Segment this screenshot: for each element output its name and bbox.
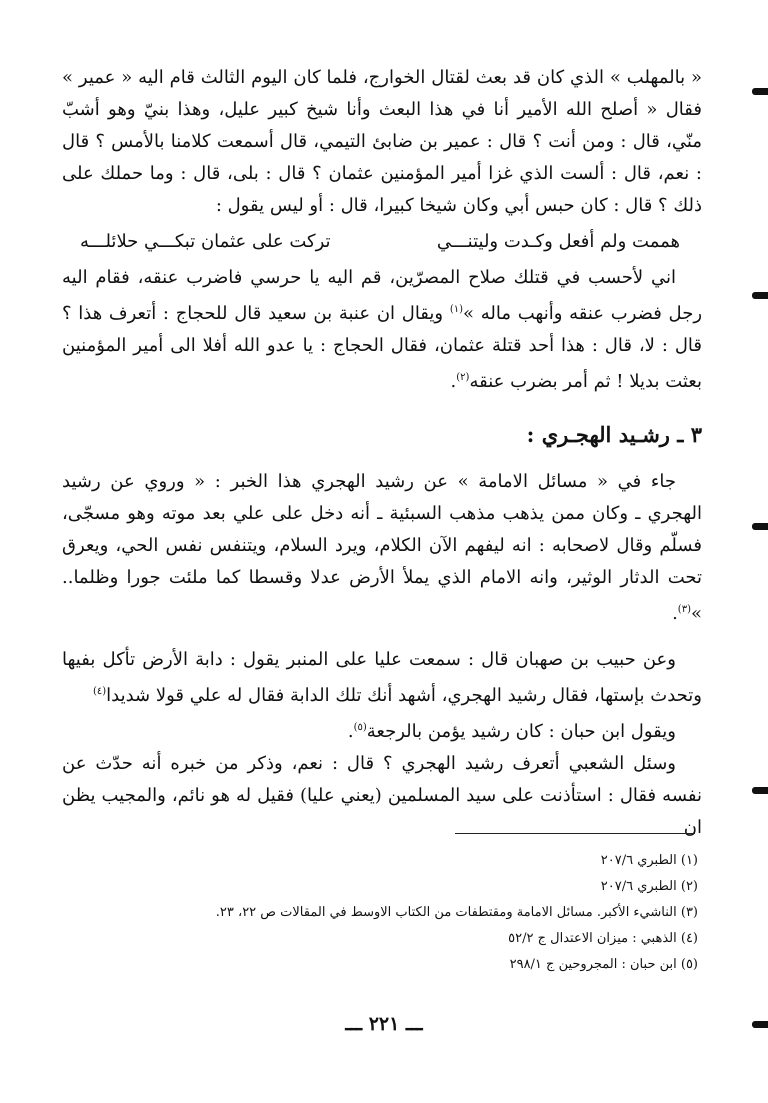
paragraph-gap — [62, 630, 702, 644]
paragraph-3 — [62, 466, 702, 630]
scan-edge-mark — [752, 88, 768, 95]
paragraph-6: وسئل الشعبي أتعرف رشيد الهجري ؟ قال : نعم، وذكر من خبره أنه حدّث عن نفسه فقال : استأذنت على سيد المسلمين (يعني عليا) فقيل له هو نائم، والمجيب يظن ان — [62, 753, 702, 838]
paragraph-5-text: ويقول ابن حبان : كان رشيد يؤمن بالرجعة — [366, 721, 676, 742]
scan-edge-mark — [752, 292, 768, 299]
section-heading: ٣ ـ رشـيد الهجـري : — [526, 422, 702, 447]
footnote-ref-2: (٢) — [456, 372, 470, 383]
footnote-2: (٢) الطبري ٢٠٧/٦ — [600, 879, 698, 894]
scan-edge-mark — [752, 1021, 768, 1028]
paragraph-2-text: اني لأحسب في قتلك صلاح المصرّين، قم اليه يا حرسي فاضرب عنقه، فقام اليه رجل فضرب عنقه وأنهب ماله » — [62, 267, 703, 324]
verse-first-hemistich: هممت ولم أفعل وكـدت وليتنـــي — [436, 231, 680, 252]
scan-edge-mark — [752, 523, 768, 530]
paragraph-3-text: جاء في « مسائل الامامة » عن رشيد الهجري هذا الخبر : « وروي عن رشيد الهجري ـ وكان ممن يذهب مذهب السبئية ـ أنه دخل على علي بعد موته وهو مسجّى، فسلّم وقال لاصحابه : انه ليفهم الآن الكلام، ويرد السلام، ويتنفس نفس الحي، ويعرق تحت الدثار الوثير، وانه الامام الذي يملأ الأرض عدلا وقسطا كما ملئت جورا وظلما.. » — [62, 471, 702, 624]
paragraph-2-continued: ويقال ان عنبة بن سعيد قال للحجاج : أتعرف هذا ؟ قال : لا، قال : هذا أحد قتلة عثمان، فقال الحجاج : يا عدو الله أفلا الى أمير المؤمنين بعثت بديلا ! ثم أمر بضرب عنقه — [62, 303, 702, 392]
footnote-5: (٥) ابن حبان : المجروحين ج ٢٩٨/١ — [509, 957, 698, 972]
paragraph-5 — [62, 712, 702, 748]
footnote-separator — [455, 833, 695, 834]
footnote-3: (٣) الناشيء الأكبر. مسائل الامامة ومقتطفات من الكتاب الاوسط في المقالات ص ٢٢، ٢٣. — [215, 905, 698, 920]
paragraph-2-end: . — [450, 371, 457, 392]
paragraph-3-end: . — [672, 603, 678, 624]
paragraph-1: « بالمهلب » الذي كان قد بعث لقتال الخوارج، فلما كان اليوم الثالث قام اليه « عمير » فقال « أصلح الله الأمير أنا في هذا البعث وأنا شيخ كبير عليل، وهذا بنيّ وهو أشبّ منّي، قال : ومن أنت ؟ قال : عمير بن ضابئ التيمي، قال أسمعت كلامنا بالأمس ؟ قال : نعم، قال : ألست الذي غزا أمير المؤمنين عثمان ؟ قال : بلى، قال : وما حملك على ذلك ؟ قال : كان حبس أبي وكان شيخا كبيرا، قال : أو ليس يقول : — [62, 67, 702, 216]
footnote-1: (١) الطبري ٢٠٧/٦ — [600, 853, 698, 868]
page-body — [62, 62, 702, 844]
verse-second-hemistich: تركت على عثمان تبكـــي حلائلـــه — [80, 231, 331, 252]
paragraph-5-end: . — [347, 721, 354, 742]
page-number: ـــ ٢٢١ ـــ — [345, 1013, 423, 1035]
poem-verse — [62, 222, 702, 262]
paragraph-2 — [62, 262, 702, 398]
paragraph-4-text: وعن حبيب بن صهبان قال : سمعت عليا على المنبر يقول : دابة الأرض تأكل بفيها وتحدث بإستها، فقال رشيد الهجري، أشهد أنك تلك الدابة فقال له علي قولا شديدا — [62, 649, 702, 706]
footnote-ref-3: (٣) — [677, 604, 691, 615]
scan-edge-mark — [752, 787, 768, 794]
footnote-ref-1: (١) — [449, 304, 464, 315]
footnote-ref-4: (٤) — [92, 686, 107, 697]
footnote-4: (٤) الذهبي : ميزان الاعتدال ج ٥٢/٢ — [508, 931, 698, 946]
footnotes — [58, 848, 698, 978]
paragraph-4 — [62, 644, 702, 712]
footnote-ref-5: (٥) — [353, 722, 367, 733]
